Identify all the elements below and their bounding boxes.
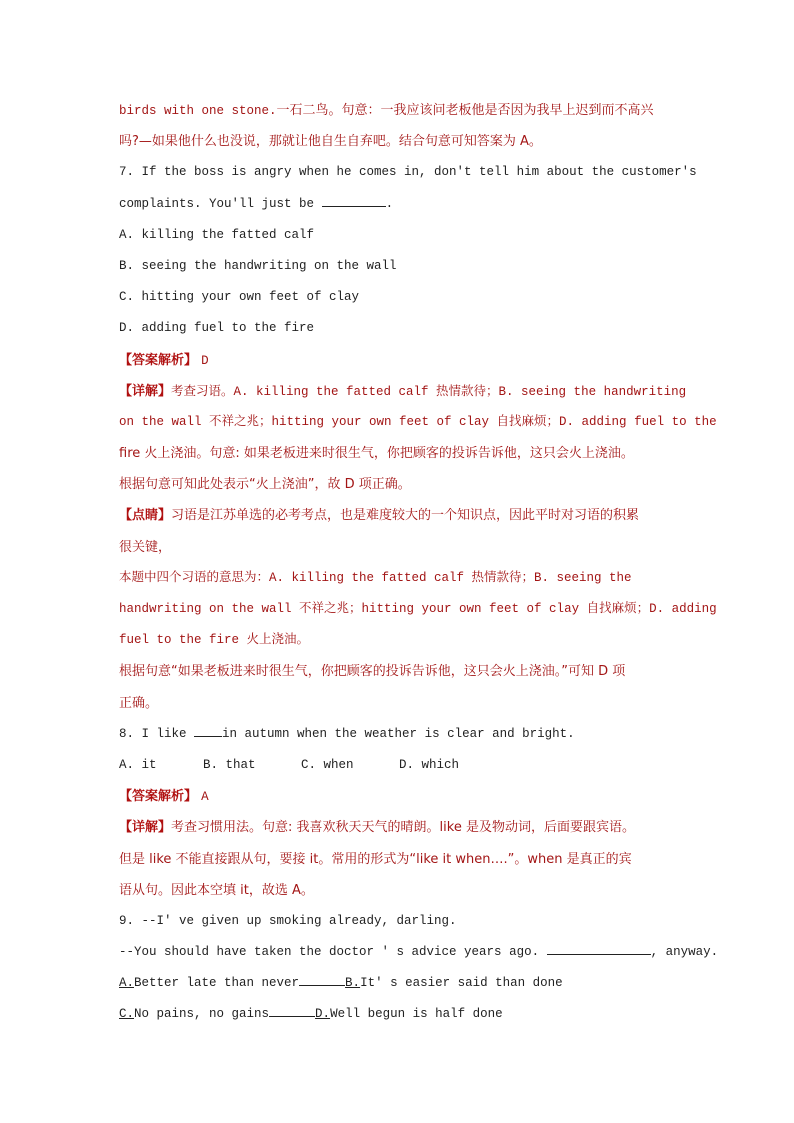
- q9-stem-line-2: --You should have taken the doctor ' s advice years ago. , anyway.: [119, 937, 679, 968]
- q7-option-a: A. killing the fatted calf: [119, 227, 315, 242]
- q8-option-a: A. it: [119, 757, 157, 772]
- q8-detail-line-3: 语从句。因此本空填 it，故选 A。: [119, 882, 314, 898]
- q7-stem-line-1: 7. If the boss is angry when he comes in, don't tell him about the customer's: [119, 165, 697, 180]
- q7-detail-line-2: on the wall 不祥之兆；hitting your own feet of clay 自找麻烦；D. adding fuel to the: [119, 414, 717, 429]
- q7-tip-line-6: 根据句意“如果老板进来时很生气，你把顾客的投诉告诉他，这只会火上浇油。”可知 D 项: [119, 664, 626, 680]
- q8-option-d: D. which: [399, 757, 460, 772]
- q8-answer: 【答案解析】 A: [119, 789, 209, 805]
- document-page: [119, 95, 719, 1031]
- q8-detail-line-1: 【详解】考查习惯用法。句意: 我喜欢秋天天气的晴朗。like 是及物动词，后面要跟宾语。: [119, 820, 635, 836]
- q8-detail-line-2: 但是 like 不能直接跟从句，要接 it。常用的形式为“like it when….”。when 是真正的宾: [119, 851, 632, 867]
- q9-option-a-label: A.: [119, 976, 135, 991]
- q8-stem: 8. I like in autumn when the weather is clear and bright.: [119, 719, 679, 750]
- q7-detail-line-3: fire 火上浇油。句意: 如果老板进来时很生气，你把顾客的投诉告诉他，这只会火上浇油。: [119, 446, 634, 462]
- q9-option-c: No pains, no gains: [134, 1007, 270, 1022]
- q9-option-a: Better late than never: [134, 976, 300, 991]
- q9-options-ab: [119, 968, 679, 999]
- q7-tip-line-3: 本题中四个习语的意思为：A. killing the fatted calf 热情款待；B. seeing the: [119, 570, 632, 585]
- q7-option-d: D. adding fuel to the fire: [119, 321, 315, 336]
- q7-detail-line-1: 【详解】考查习语。A. killing the fatted calf 热情款待；B. seeing the handwriting: [119, 383, 687, 399]
- q7-tip-line-7: 正确。: [119, 695, 159, 711]
- q9-option-b: It' s easier said than done: [360, 976, 563, 991]
- q9-option-d-label: D.: [315, 1007, 331, 1022]
- q6-explanation-line-1: birds with one stone.一石二鸟。句意：一我应该问老板他是否因为我早上迟到而不高兴: [119, 103, 654, 118]
- q7-tip-line-4: handwriting on the wall 不祥之兆；hitting your own feet of clay 自找麻烦；D. adding: [119, 602, 717, 616]
- q7-stem-line-2: complaints. You'll just be .: [119, 189, 679, 220]
- q7-option-c: C. hitting your own feet of clay: [119, 290, 360, 305]
- q7-blank: [322, 194, 386, 207]
- q8-blank: [194, 724, 222, 737]
- q9-option-b-label: B.: [345, 976, 361, 991]
- q9-option-d: Well begun is half done: [330, 1007, 503, 1022]
- q7-tip-line-2: 很关键，: [119, 539, 172, 555]
- q7-option-b: B. seeing the handwriting on the wall: [119, 258, 397, 273]
- q7-answer: 【答案解析】 D: [119, 352, 209, 368]
- q6-explanation-line-2: 吗?—如果他什么也没说，那就让他自生自弃吧。结合句意可知答案为 A。: [119, 134, 542, 150]
- q9-option-c-label: C.: [119, 1007, 135, 1022]
- q9-stem-line-1: 9. --I' ve given up smoking already, darling.: [119, 913, 457, 928]
- q8-option-c: C. when: [301, 757, 354, 772]
- q8-options: [119, 750, 679, 781]
- q7-detail-line-4: 根据句意可知此处表示“火上浇油”，故 D 项正确。: [119, 477, 411, 493]
- q8-option-b: B. that: [203, 757, 256, 772]
- q9-blank: [547, 942, 651, 955]
- q9-options-cd: [119, 999, 679, 1030]
- q7-tip-line-5: fuel to the fire 火上浇油。: [119, 633, 310, 648]
- q7-tip-line-1: 【点睛】习语是江苏单选的必考考点，也是难度较大的一个知识点，因此平时对习语的积累: [119, 508, 640, 524]
